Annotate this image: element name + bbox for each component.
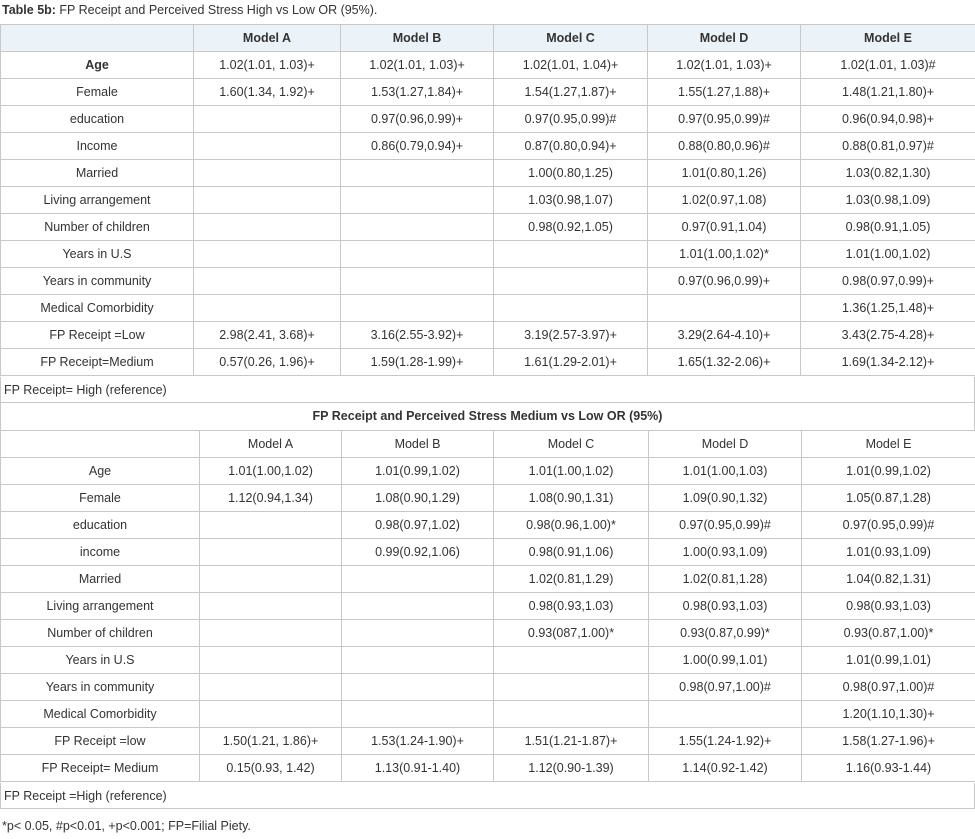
table-cell: 1.20(1.10,1.30)+	[802, 701, 975, 728]
row-label: income	[1, 539, 200, 566]
table-cell: 1.03(0.98,1.09)	[801, 187, 975, 214]
table-cell: 1.12(0.94,1.34)	[200, 485, 342, 512]
table-cell	[341, 214, 494, 241]
column-header: Model E	[801, 25, 975, 52]
table-cell	[494, 674, 649, 701]
row-label: Married	[1, 160, 194, 187]
row-label: Years in U.S	[1, 647, 200, 674]
row-label: Income	[1, 133, 194, 160]
table-cell	[342, 593, 494, 620]
table-cell: 0.98(0.97,0.99)+	[801, 268, 975, 295]
table-cell: 1.02(1.01, 1.03)+	[194, 52, 341, 79]
table-cell	[494, 295, 648, 322]
table-cell	[200, 647, 342, 674]
table-row	[1, 133, 975, 160]
table-cell: 1.08(0.90,1.31)	[494, 485, 649, 512]
table-row	[1, 620, 975, 647]
table-row	[1, 539, 975, 566]
table-row	[1, 485, 975, 512]
table-cell	[200, 674, 342, 701]
table-cell: 0.98(0.91,1.06)	[494, 539, 649, 566]
table-cell: 1.69(1.34-2.12)+	[801, 349, 975, 376]
table-cell	[341, 295, 494, 322]
table-cell: 1.51(1.21-1.87)+	[494, 728, 649, 755]
table-cell	[194, 160, 341, 187]
table-cell: 0.98(0.97,1.02)	[342, 512, 494, 539]
table-row	[1, 593, 975, 620]
table-cell	[342, 701, 494, 728]
table-cell	[494, 241, 648, 268]
table-cell: 1.55(1.24-1.92)+	[649, 728, 802, 755]
table-cell: 3.43(2.75-4.28)+	[801, 322, 975, 349]
table-cell: 0.97(0.95,0.99)#	[494, 106, 648, 133]
table-cell: 0.97(0.95,0.99)#	[649, 512, 802, 539]
table-cell: 1.02(0.97,1.08)	[648, 187, 801, 214]
table-cell: 2.98(2.41, 3.68)+	[194, 322, 341, 349]
row-label: education	[1, 106, 194, 133]
table-cell: 1.02(0.81,1.29)	[494, 566, 649, 593]
table-cell	[194, 214, 341, 241]
table-cell: 0.93(0.87,1.00)*	[802, 620, 975, 647]
row-label: Female	[1, 79, 194, 106]
column-header: Model B	[341, 25, 494, 52]
table-cell: 0.98(0.97,1.00)#	[649, 674, 802, 701]
table-cell: 0.86(0.79,0.94)+	[341, 133, 494, 160]
table-cell: 1.55(1.27,1.88)+	[648, 79, 801, 106]
table-row	[1, 187, 975, 214]
table-cell: 1.13(0.91-1.40)	[342, 755, 494, 782]
table-row	[1, 295, 975, 322]
table-cell: 1.01(1.00,1.02)*	[648, 241, 801, 268]
table-cell: 1.08(0.90,1.29)	[342, 485, 494, 512]
table-caption	[2, 2, 377, 18]
table-cell: 3.29(2.64-4.10)+	[648, 322, 801, 349]
table-cell: 1.16(0.93-1.44)	[802, 755, 975, 782]
table-cell: 0.98(0.91,1.05)	[801, 214, 975, 241]
table-row	[1, 701, 975, 728]
table-cell	[341, 187, 494, 214]
column-header: Model C	[494, 25, 648, 52]
table-cell: 1.01(0.99,1.02)	[802, 458, 975, 485]
table-row	[1, 674, 975, 701]
table-row	[1, 79, 975, 106]
table-cell	[194, 241, 341, 268]
table-cell	[342, 674, 494, 701]
table-row	[1, 52, 975, 79]
table-cell: 0.97(0.96,0.99)+	[648, 268, 801, 295]
column-header: Model E	[802, 431, 975, 458]
table-cell: 1.36(1.25,1.48)+	[801, 295, 975, 322]
table-cell: 1.02(1.01, 1.03)#	[801, 52, 975, 79]
table-cell: 1.65(1.32-2.06)+	[648, 349, 801, 376]
table-cell: 0.88(0.81,0.97)#	[801, 133, 975, 160]
table-cell: 1.03(0.82,1.30)	[801, 160, 975, 187]
row-label: Years in community	[1, 268, 194, 295]
table-cell: 0.98(0.93,1.03)	[494, 593, 649, 620]
table-cell	[200, 620, 342, 647]
table-cell	[194, 133, 341, 160]
column-header: Model D	[648, 25, 801, 52]
table-cell: 1.09(0.90,1.32)	[649, 485, 802, 512]
table-row	[1, 241, 975, 268]
row-label: Age	[1, 52, 194, 79]
row-label: Number of children	[1, 214, 194, 241]
table-cell: 1.02(1.01, 1.03)+	[648, 52, 801, 79]
table-cell: 0.93(0.87,0.99)*	[649, 620, 802, 647]
table-cell	[194, 268, 341, 295]
table-cell	[200, 566, 342, 593]
table-row	[1, 566, 975, 593]
table-cell: 1.02(1.01, 1.04)+	[494, 52, 648, 79]
table-row	[1, 322, 975, 349]
table-cell	[494, 268, 648, 295]
column-header: Model C	[494, 431, 649, 458]
table-cell: 0.96(0.94,0.98)+	[801, 106, 975, 133]
table-cell: 0.98(0.93,1.03)	[802, 593, 975, 620]
header-row	[1, 25, 975, 52]
table-cell	[494, 647, 649, 674]
table-cell: 0.98(0.93,1.03)	[649, 593, 802, 620]
table-cell: 0.57(0.26, 1.96)+	[194, 349, 341, 376]
table-cell: 0.88(0.80,0.96)#	[648, 133, 801, 160]
table-cell: 0.97(0.95,0.99)#	[648, 106, 801, 133]
table-cell	[200, 701, 342, 728]
table-cell: 1.01(0.80,1.26)	[648, 160, 801, 187]
table-cell	[341, 268, 494, 295]
table-cell: 1.60(1.34, 1.92)+	[194, 79, 341, 106]
table-cell	[342, 620, 494, 647]
table-row	[1, 106, 975, 133]
row-label: Years in U.S	[1, 241, 194, 268]
table-cell: 3.19(2.57-3.97)+	[494, 322, 648, 349]
table-cell: 1.12(0.90-1.39)	[494, 755, 649, 782]
table-cell	[200, 512, 342, 539]
table-cell	[341, 241, 494, 268]
header-row	[1, 431, 975, 458]
table-cell: 1.48(1.21,1.80)+	[801, 79, 975, 106]
table-cell: 0.97(0.91,1.04)	[648, 214, 801, 241]
row-label: Married	[1, 566, 200, 593]
table-row	[1, 458, 975, 485]
table-cell: 1.01(1.00,1.02)	[801, 241, 975, 268]
table-cell: 1.50(1.21, 1.86)+	[200, 728, 342, 755]
row-label: education	[1, 512, 200, 539]
caption-label: Table 5b:	[2, 3, 56, 17]
table-cell: 0.97(0.95,0.99)#	[802, 512, 975, 539]
table-cell: 0.93(087,1.00)*	[494, 620, 649, 647]
caption-text: FP Receipt and Perceived Stress High vs Low OR (95%).	[55, 3, 378, 17]
table-cell: 1.01(0.93,1.09)	[802, 539, 975, 566]
table-cell: 1.61(1.29-2.01)+	[494, 349, 648, 376]
table-cell: 1.01(1.00,1.02)	[200, 458, 342, 485]
row-label: FP Receipt =Low	[1, 322, 194, 349]
table-medium-vs-low	[0, 430, 975, 782]
table-cell: 1.53(1.24-1.90)+	[342, 728, 494, 755]
table-cell: 1.03(0.98,1.07)	[494, 187, 648, 214]
table-cell	[649, 701, 802, 728]
table-cell: 1.54(1.27,1.87)+	[494, 79, 648, 106]
section-2-title: FP Receipt and Perceived Stress Medium vs Low OR (95%)	[0, 403, 975, 430]
table-cell: 1.14(0.92-1.42)	[649, 755, 802, 782]
table-cell	[200, 539, 342, 566]
row-label: FP Receipt= Medium	[1, 755, 200, 782]
table-cell: 0.15(0.93, 1.42)	[200, 755, 342, 782]
table-row	[1, 512, 975, 539]
table-row	[1, 728, 975, 755]
table-cell: 1.00(0.80,1.25)	[494, 160, 648, 187]
table-cell: 1.00(0.99,1.01)	[649, 647, 802, 674]
header-corner	[1, 431, 200, 458]
row-label: FP Receipt =low	[1, 728, 200, 755]
table-cell	[494, 701, 649, 728]
table-cell: 3.16(2.55-3.92)+	[341, 322, 494, 349]
table-row	[1, 160, 975, 187]
table-row	[1, 755, 975, 782]
row-label: Living arrangement	[1, 593, 200, 620]
table-cell: 1.04(0.82,1.31)	[802, 566, 975, 593]
table-cell: 0.97(0.96,0.99)+	[341, 106, 494, 133]
table-cell: 1.01(1.00,1.03)	[649, 458, 802, 485]
table-cell: 1.01(0.99,1.01)	[802, 647, 975, 674]
reference-note-1: FP Receipt= High (reference)	[0, 377, 975, 403]
table-cell: 1.00(0.93,1.09)	[649, 539, 802, 566]
table-cell: 1.01(0.99,1.02)	[342, 458, 494, 485]
table-cell: 1.02(1.01, 1.03)+	[341, 52, 494, 79]
table-high-vs-low	[0, 24, 975, 376]
table-cell: 0.98(0.96,1.00)*	[494, 512, 649, 539]
table-cell: 0.98(0.92,1.05)	[494, 214, 648, 241]
column-header: Model D	[649, 431, 802, 458]
table-row	[1, 268, 975, 295]
table-cell: 1.58(1.27-1.96)+	[802, 728, 975, 755]
table-cell: 1.01(1.00,1.02)	[494, 458, 649, 485]
table-cell	[342, 647, 494, 674]
table-cell	[341, 160, 494, 187]
table-cell: 0.99(0.92,1.06)	[342, 539, 494, 566]
table-cell: 1.05(0.87,1.28)	[802, 485, 975, 512]
table-row	[1, 349, 975, 376]
table-cell	[194, 295, 341, 322]
table-cell: 0.98(0.97,1.00)#	[802, 674, 975, 701]
row-label: Age	[1, 458, 200, 485]
table-cell: 1.02(0.81,1.28)	[649, 566, 802, 593]
table-cell	[648, 295, 801, 322]
row-label: Years in community	[1, 674, 200, 701]
reference-note-2: FP Receipt =High (reference)	[0, 783, 975, 809]
footnote: *p< 0.05, #p<0.01, +p<0.001; FP=Filial Piety.	[2, 819, 251, 833]
header-corner	[1, 25, 194, 52]
table-row	[1, 647, 975, 674]
row-label: Medical Comorbidity	[1, 295, 194, 322]
table-cell: 0.87(0.80,0.94)+	[494, 133, 648, 160]
table-cell: 1.59(1.28-1.99)+	[341, 349, 494, 376]
column-header: Model B	[342, 431, 494, 458]
table-cell	[200, 593, 342, 620]
table-row	[1, 214, 975, 241]
row-label: FP Receipt=Medium	[1, 349, 194, 376]
row-label: Medical Comorbidity	[1, 701, 200, 728]
table-cell	[194, 106, 341, 133]
table-cell: 1.53(1.27,1.84)+	[341, 79, 494, 106]
row-label: Female	[1, 485, 200, 512]
row-label: Number of children	[1, 620, 200, 647]
column-header: Model A	[200, 431, 342, 458]
row-label: Living arrangement	[1, 187, 194, 214]
column-header: Model A	[194, 25, 341, 52]
table-cell	[194, 187, 341, 214]
table-cell	[342, 566, 494, 593]
